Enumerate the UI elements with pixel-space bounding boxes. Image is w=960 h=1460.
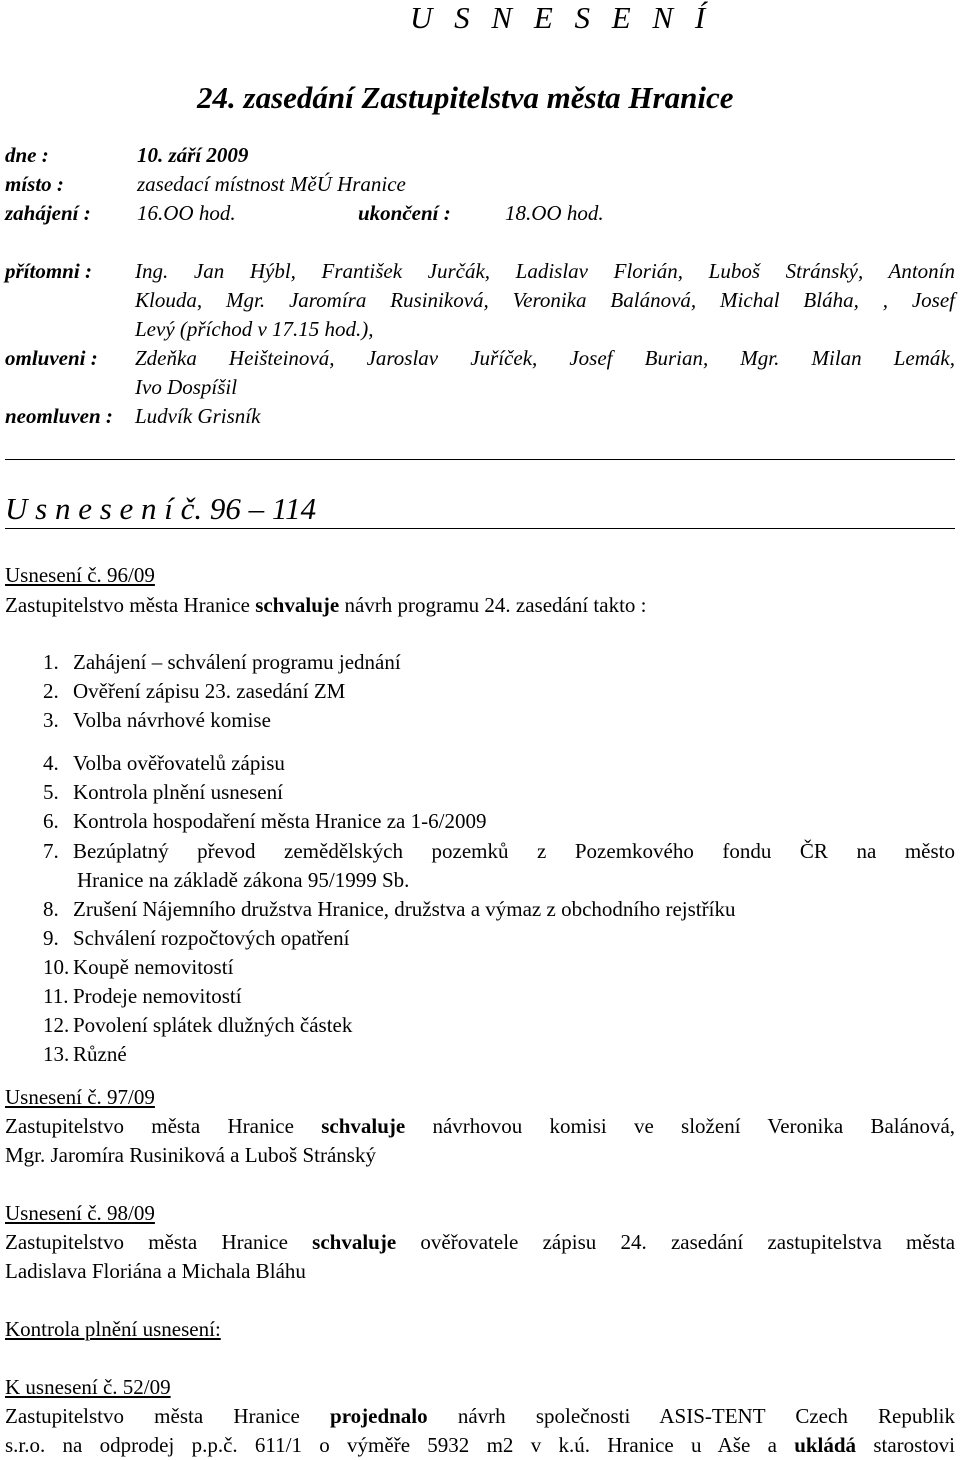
program-item: 12. Povolení splátek dlužných částek [43, 1013, 353, 1037]
k52-line-1: Zastupitelstvo města Hranice projednalo návrh společnosti ASIS-TENT Czech Republik [5, 1404, 956, 1428]
k52-heading: K usnesení č. 52/09 [5, 1375, 171, 1399]
resolution-97-line-1: Zastupitelstvo města Hranice schvaluje návrhovou komisi ve složení Veronika Balánová, [5, 1114, 956, 1138]
document-title: U S N E S E N Í [410, 0, 713, 35]
resolution-97-line-2: Mgr. Jaromíra Rusiniková a Luboš Stránský [5, 1143, 376, 1167]
unexcused-value: Ludvík Grisník [135, 404, 261, 428]
program-item: 10. Koupě nemovitostí [43, 955, 234, 979]
program-item: 3. Volba návrhové komise [43, 708, 271, 732]
program-item: 7. Bezúplatný převod zemědělských pozemků z Pozemkového fondu ČR na město Hranice na základě zákona 95/1999 Sb. [43, 839, 955, 892]
program-item: 9. Schválení rozpočtových opatření [43, 926, 350, 950]
date-label: dne : [5, 143, 49, 167]
program-item: 4. Volba ověřovatelů zápisu [43, 751, 285, 775]
end-value: 18.OO hod. [505, 201, 604, 225]
place-label: místo : [5, 172, 64, 196]
divider-section [5, 528, 955, 529]
resolution-96-heading: Usnesení č. 96/09 [5, 563, 155, 587]
present-line-2: Klouda, Mgr. Jaromíra Rusiniková, Veronika Balánová, Michal Bláha, , Josef [135, 288, 955, 312]
resolution-98-line-2: Ladislava Floriána a Michala Bláhu [5, 1259, 306, 1283]
section-title: U s n e s e n í č. 96 – 114 [5, 491, 317, 526]
unexcused-label: neomluven : [5, 404, 113, 428]
program-item: 8. Zrušení Nájemního družstva Hranice, družstva a výmaz z obchodního rejstříku [43, 897, 736, 921]
program-item: 1. Zahájení – schválení programu jednání [43, 650, 401, 674]
program-item: 5. Kontrola plnění usnesení [43, 780, 283, 804]
control-heading: Kontrola plnění usnesení: [5, 1317, 221, 1341]
resolution-96-text: Zastupitelstvo města Hranice schvaluje návrh programu 24. zasedání takto : [5, 593, 647, 617]
program-item: 11. Prodeje nemovitostí [43, 984, 242, 1008]
place-value: zasedací místnost MěÚ Hranice [137, 172, 406, 196]
excused-line-2: Ivo Dospíšil [135, 375, 238, 399]
present-line-1: Ing. Jan Hýbl, František Jurčák, Ladislav Florián, Luboš Stránský, Antonín [135, 259, 955, 283]
start-value: 16.OO hod. [137, 201, 236, 225]
program-item: 2. Ověření zápisu 23. zasedání ZM [43, 679, 346, 703]
divider-top [5, 459, 955, 460]
program-item: 6. Kontrola hospodaření města Hranice za 1-6/2009 [43, 809, 487, 833]
resolution-98-line-1: Zastupitelstvo města Hranice schvaluje ověřovatele zápisu 24. zasedání zastupitelstva města [5, 1230, 956, 1254]
excused-line-1: Zdeňka Heišteinová, Jaroslav Juříček, Josef Burian, Mgr. Milan Lemák, [135, 346, 955, 370]
program-item: 13. Různé [43, 1042, 127, 1066]
resolution-98-heading: Usnesení č. 98/09 [5, 1201, 155, 1225]
date-value: 10. září 2009 [137, 143, 249, 167]
document-subtitle: 24. zasedání Zastupitelstva města Hranice [197, 80, 734, 115]
resolution-97-heading: Usnesení č. 97/09 [5, 1085, 155, 1109]
present-line-3: Levý (příchod v 17.15 hod.), [135, 317, 374, 341]
start-label: zahájení : [5, 201, 91, 225]
present-label: přítomni : [5, 259, 92, 283]
k52-line-2: s.r.o. na odprodej p.p.č. 611/1 o výměře 5932 m2 v k.ú. Hranice u Aše a ukládá starostovi [5, 1433, 956, 1457]
end-label: ukončení : [358, 201, 451, 225]
excused-label: omluveni : [5, 346, 98, 370]
